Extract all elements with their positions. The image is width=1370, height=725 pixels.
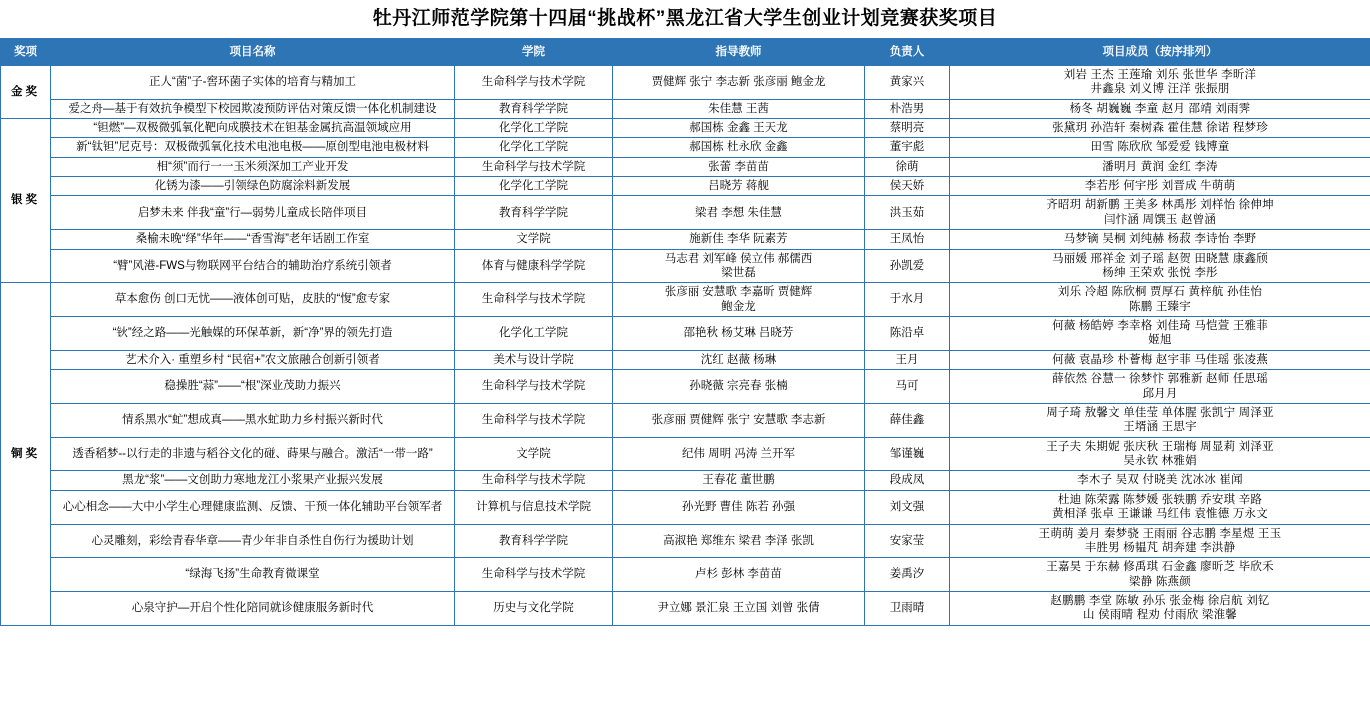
college-cell: 化学化工学院 [455, 177, 613, 196]
leader-cell: 朴浩男 [865, 99, 950, 118]
table-row [1, 283, 1370, 317]
teacher-cell: 吕晓芳 蒋舰 [613, 177, 865, 196]
college-cell: 计算机与信息技术学院 [455, 490, 613, 524]
project-name-cell: 草本愈伤 创口无忧——液体创可贴，皮肤的“愎”愈专家 [51, 283, 455, 317]
members-cell: 马梦镝 吴桐 刘纯赫 杨菽 李诗怡 李野 [950, 230, 1370, 249]
table-body [1, 65, 1370, 625]
leader-cell: 蔡明亮 [865, 118, 950, 137]
teacher-cell: 高淑艳 郑维东 梁君 李泽 张凯 [613, 524, 865, 558]
table-header-row [1, 38, 1370, 65]
college-cell: 生命科学与技术学院 [455, 283, 613, 317]
page-title: 牡丹江师范学院第十四届“挑战杯”黑龙江省大学生创业计划竞赛获奖项目 [372, 8, 998, 29]
column-header-project: 项目名称 [51, 38, 455, 65]
project-name-cell: 透香稻梦--以行走的非遗与稻谷文化的碰、蒔果与融合。激活“一带一路” [51, 437, 455, 471]
members-cell: 潘明月 黄润 金红 李涛 [950, 157, 1370, 176]
project-name-cell: 桑榆未晚“绎”华年——“香雪海”老年话剧工作室 [51, 230, 455, 249]
table-row [1, 403, 1370, 437]
project-name-cell: 启梦未来 伴我“童”行—弱势儿童成长陪伴项目 [51, 196, 455, 230]
members-cell: 刘乐 冷超 陈欣桐 贾厚石 黄梓航 孙佳怡 陈鹏 王臻宇 [950, 283, 1370, 317]
project-name-cell: 稳操胜“蒜”——“根”深业茂助力振兴 [51, 370, 455, 404]
table-row [1, 177, 1370, 196]
project-name-cell: 心泉守护—开启个性化陪同就诊健康服务新时代 [51, 592, 455, 626]
project-name-cell: 相“须”而行一一玉米须深加工产业开发 [51, 157, 455, 176]
leader-cell: 马可 [865, 370, 950, 404]
teacher-cell: 贾健辉 张宁 李志新 张彦丽 鲍金龙 [613, 65, 865, 99]
leader-cell: 董宇彪 [865, 138, 950, 157]
project-name-cell: 爱之舟—基于有效抗争模型下校园欺凌预防评估对策反馈一体化机制建设 [51, 99, 455, 118]
college-cell: 生命科学与技术学院 [455, 403, 613, 437]
teacher-cell: 孙晓薇 宗亮春 张楠 [613, 370, 865, 404]
project-name-cell: “臂”风港-FWS与物联网平台结合的辅助治疗系统引领者 [51, 249, 455, 283]
project-name-cell: “钽燃”—双极微弧氧化靶向成膜技术在钽基金属抗高温领域应用 [51, 118, 455, 137]
project-name-cell: “钬”经之路——光触媒的环保革新，新“净”界的领先打造 [51, 317, 455, 351]
leader-cell: 侯天娇 [865, 177, 950, 196]
table-row [1, 157, 1370, 176]
college-cell: 体育与健康科学学院 [455, 249, 613, 283]
leader-cell: 段成凤 [865, 471, 950, 490]
project-name-cell: 正人“菌”子-窖环菌子实体的培育与精加工 [51, 65, 455, 99]
project-name-cell: 化锈为漆——引领绿色防腐涂料新发展 [51, 177, 455, 196]
teacher-cell: 王春花 董世鹏 [613, 471, 865, 490]
teacher-cell: 朱佳慧 王茜 [613, 99, 865, 118]
teacher-cell: 邵艳秋 杨艾琳 吕晓芳 [613, 317, 865, 351]
project-name-cell: 新“钛钽”尼克号：双极微弧氧化技术电池电极——原创型电池电极材料 [51, 138, 455, 157]
teacher-cell: 施新佳 李华 阮素芳 [613, 230, 865, 249]
leader-cell: 薛佳鑫 [865, 403, 950, 437]
college-cell: 文学院 [455, 437, 613, 471]
column-header-members: 项目成员（按序排列） [950, 38, 1370, 65]
college-cell: 化学化工学院 [455, 317, 613, 351]
column-header-college: 学院 [455, 38, 613, 65]
project-name-cell: 心心相念——大中小学生心理健康监测、反馈、干预一体化辅助平台领军者 [51, 490, 455, 524]
members-cell: 齐昭玥 胡新鹏 王美多 林禹彤 刘样怡 徐伸坤 闫忭涵 周馔玉 赵曾涵 [950, 196, 1370, 230]
table-header [1, 38, 1370, 65]
column-header-leader: 负责人 [865, 38, 950, 65]
college-cell: 生命科学与技术学院 [455, 471, 613, 490]
leader-cell: 邹谨巍 [865, 437, 950, 471]
award-category-cell: 金奖 [1, 65, 51, 118]
project-name-cell: 心灵雕刻，彩绘青春华章——青少年非自杀性自伤行为援助计划 [51, 524, 455, 558]
teacher-cell: 张彦丽 安慧歌 李嘉昕 贾健辉 鲍金龙 [613, 283, 865, 317]
teacher-cell: 沈红 赵薇 杨琳 [613, 350, 865, 369]
column-header-award: 奖项 [1, 38, 51, 65]
project-name-cell: 黑龙“浆”——文创助力寒地龙江小浆果产业振兴发展 [51, 471, 455, 490]
teacher-cell: 张彦丽 贾健辉 张宁 安慧歌 李志新 [613, 403, 865, 437]
leader-cell: 于水月 [865, 283, 950, 317]
table-row [1, 471, 1370, 490]
teacher-cell: 马志君 刘军峰 侯立伟 郝儒西 梁世磊 [613, 249, 865, 283]
leader-cell: 陈沿卓 [865, 317, 950, 351]
leader-cell: 卫雨晴 [865, 592, 950, 626]
leader-cell: 刘文强 [865, 490, 950, 524]
project-name-cell: 情系黑水“虻”想成真——黑水虻助力乡村振兴新时代 [51, 403, 455, 437]
members-cell: 李木子 吴双 付晓美 沈冰冰 崔闻 [950, 471, 1370, 490]
table-row [1, 118, 1370, 137]
college-cell: 文学院 [455, 230, 613, 249]
leader-cell: 安家莹 [865, 524, 950, 558]
members-cell: 王嘉昊 于东赫 修禹琪 石金鑫 廖昕芝 毕欣禾 梁静 陈燕颜 [950, 558, 1370, 592]
table-row [1, 437, 1370, 471]
table-row [1, 524, 1370, 558]
college-cell: 教育科学学院 [455, 524, 613, 558]
leader-cell: 姜禹汐 [865, 558, 950, 592]
teacher-cell: 卢杉 彭林 李苗苗 [613, 558, 865, 592]
teacher-cell: 梁君 李想 朱佳慧 [613, 196, 865, 230]
college-cell: 美术与设计学院 [455, 350, 613, 369]
leader-cell: 王月 [865, 350, 950, 369]
leader-cell: 王凤怡 [865, 230, 950, 249]
leader-cell: 洪玉茹 [865, 196, 950, 230]
award-category-cell: 铜奖 [1, 283, 51, 626]
table-row [1, 196, 1370, 230]
table-row [1, 350, 1370, 369]
college-cell: 生命科学与技术学院 [455, 370, 613, 404]
college-cell: 化学化工学院 [455, 138, 613, 157]
members-cell: 何薇 袁晶珍 朴薈梅 赵宇菲 马佳瑶 张凌燕 [950, 350, 1370, 369]
members-cell: 田雪 陈欣欣 邹爱爱 钱博童 [950, 138, 1370, 157]
college-cell: 历史与文化学院 [455, 592, 613, 626]
members-cell: 刘岩 王杰 王莲瑜 刘乐 张世华 李昕洋 井鑫泉 刘义博 汪洋 张振朋 [950, 65, 1370, 99]
members-cell: 赵鹏鹏 李堂 陈敏 孙乐 张金梅 徐启航 刘钇 山 侯雨晴 程劝 付雨欣 梁淮馨 [950, 592, 1370, 626]
teacher-cell: 郝国栋 金鑫 王天龙 [613, 118, 865, 137]
table-row [1, 65, 1370, 99]
college-cell: 生命科学与技术学院 [455, 558, 613, 592]
teacher-cell: 张蕾 李苗苗 [613, 157, 865, 176]
members-cell: 杨冬 胡巍巍 李童 赵月 邵靖 刘雨霁 [950, 99, 1370, 118]
leader-cell: 黄家兴 [865, 65, 950, 99]
table-row [1, 249, 1370, 283]
members-cell: 李若彤 何宇彤 刘晋成 牛萌萌 [950, 177, 1370, 196]
members-cell: 何薇 杨皓婷 李幸格 刘佳琦 马恺萱 王雅菲 姬旭 [950, 317, 1370, 351]
members-cell: 马丽媛 邢祥金 刘子瑶 赵贺 田晓慧 康鑫颀 杨绅 王荣欢 张悦 李彤 [950, 249, 1370, 283]
members-cell: 周子琦 敖馨文 单佳莹 单体腥 张凯宁 周泽亚 王壻涵 王思宇 [950, 403, 1370, 437]
teacher-cell: 郝国栋 杜永欣 金鑫 [613, 138, 865, 157]
award-category-cell: 银奖 [1, 118, 51, 282]
college-cell: 生命科学与技术学院 [455, 157, 613, 176]
members-cell: 王子夫 朱期妮 张庆秋 王瑞梅 周显莉 刘泽亚 吴永钦 林雅娟 [950, 437, 1370, 471]
table-row [1, 370, 1370, 404]
table-row [1, 317, 1370, 351]
award-table [0, 38, 1370, 626]
members-cell: 王萌萌 姜月 秦梦骁 王雨丽 谷志鹏 李星煜 王玉 丰胜男 杨韫芃 胡奔建 李洪静 [950, 524, 1370, 558]
teacher-cell: 尹立娜 景汇泉 王立国 刘曾 张倩 [613, 592, 865, 626]
college-cell: 化学化工学院 [455, 118, 613, 137]
college-cell: 教育科学学院 [455, 99, 613, 118]
leader-cell: 孙凯爱 [865, 249, 950, 283]
leader-cell: 徐萌 [865, 157, 950, 176]
table-row [1, 138, 1370, 157]
project-name-cell: “绿海飞扬”生命教育微课堂 [51, 558, 455, 592]
project-name-cell: 艺术介入· 重塑乡村 “民宿+”农文旅融合创新引领者 [51, 350, 455, 369]
table-row [1, 558, 1370, 592]
table-row [1, 99, 1370, 118]
table-row [1, 592, 1370, 626]
table-row [1, 490, 1370, 524]
members-cell: 薛依然 谷慧一 徐梦忭 郭雅新 赵师 任思瑶 邱月月 [950, 370, 1370, 404]
college-cell: 生命科学与技术学院 [455, 65, 613, 99]
members-cell: 张黛玥 孙浩轩 秦树森 霍佳慧 徐诺 程梦珍 [950, 118, 1370, 137]
college-cell: 教育科学学院 [455, 196, 613, 230]
members-cell: 杜迪 陈荣露 陈梦媛 张轶鹏 乔安琪 辛路 黄相泽 张卓 王谦谦 马红伟 袁惟德 万永文 [950, 490, 1370, 524]
table-row [1, 230, 1370, 249]
teacher-cell: 孙光野 曹佳 陈若 孙强 [613, 490, 865, 524]
teacher-cell: 纪伟 周明 冯涛 兰开军 [613, 437, 865, 471]
column-header-teacher: 指导教师 [613, 38, 865, 65]
